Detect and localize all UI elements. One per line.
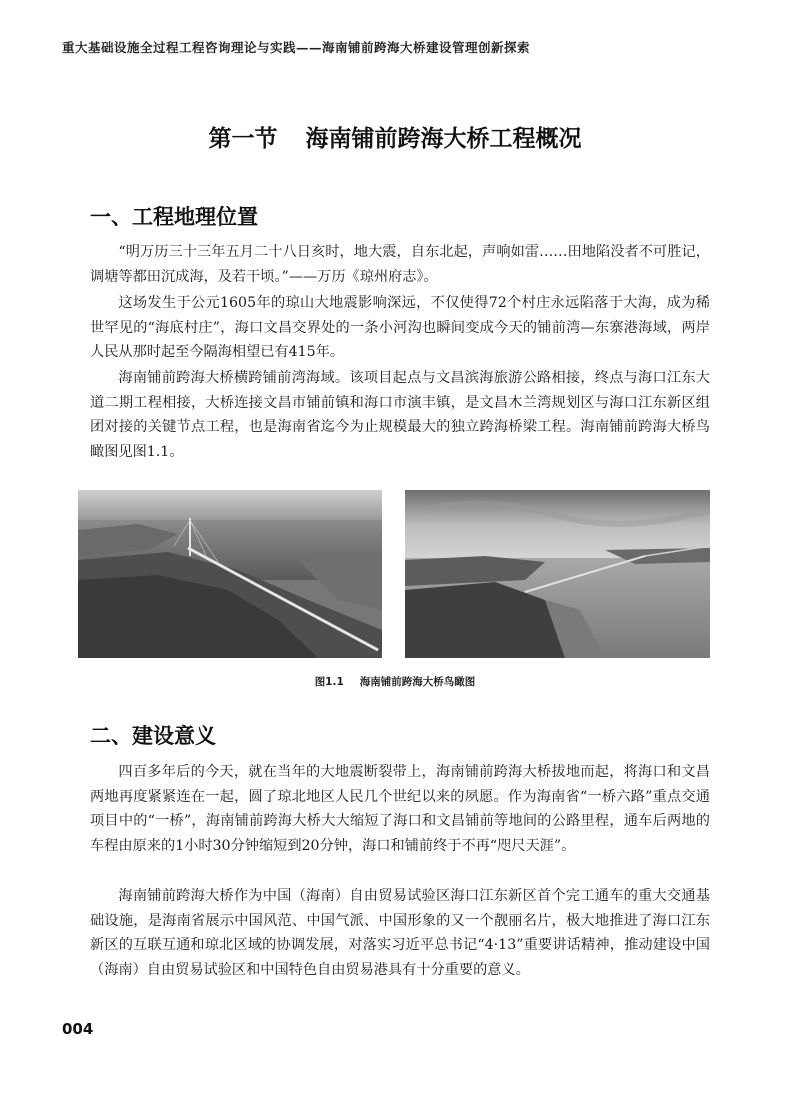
aerial-photo-right [405,490,710,658]
paragraph-quote: “明万历三十三年五月二十八日亥时，地大震，自东北起，声响如雷……田地陷没者不可胜记，调塘等都田沉成海，及若干顷。”——万历《琼州府志》。 [90,244,710,285]
aerial-photo-left [78,490,382,658]
chapter-title [0,120,790,153]
figure-caption-text: 海南铺前跨海大桥鸟瞰图 [359,676,476,688]
chapter-number: 第一节 [208,126,278,152]
section-heading-significance: 二、建设意义 [90,724,216,748]
page-number: 004 [62,1020,94,1038]
chapter-title-text: 海南铺前跨海大桥工程概况 [305,126,582,152]
section-heading-location: 一、工程地理位置 [90,205,258,229]
paragraph-bridge-overview: 海南铺前跨海大桥横跨铺前湾海域。该项目起点与文昌滨海旅游公路相接，终点与海口江东大道二期工程相接，大桥连接文昌市铺前镇和海口市演丰镇，是文昌木兰湾规划区与海口江东新区组团对接的关键节点工程，也是海南省迄今为止规模最大的独立跨海桥梁工程。海南铺前跨海大桥鸟瞰图见图1.1。 [90,370,710,460]
aerial-photo-right-image [405,490,710,658]
paragraph-significance-1: 四百多年后的今天，就在当年的大地震断裂带上，海南铺前跨海大桥拔地而起，将海口和文昌两地再度紧紧连在一起，圆了琼北地区人民几个世纪以来的夙愿。作为海南省“一桥六路”重点交通项目中的“一桥”，海南铺前跨海大桥大大缩短了海口和文昌铺前等地间的公路里程，通车后两地的车程由原来的1小时30分钟缩短到20分钟，海口和铺前终于不再“咫尺天涯”。 [90,764,710,854]
paragraph-earthquake: 这场发生于公元1605年的琼山大地震影响深远，不仅使得72个村庄永远陷落于大海，成为稀世罕见的“海底村庄”，海口文昌交界处的一条小河沟也瞬间变成今天的铺前湾—东寨港海域，两岸人民从那时起至今隔海相望已有415年。 [90,295,710,360]
aerial-photo-left-image [78,490,382,658]
figure-caption [0,674,790,689]
figure-number: 图1.1 [314,676,344,688]
running-header: 重大基础设施全过程工程咨询理论与实践——海南铺前跨海大桥建设管理创新探索 [62,40,531,55]
paragraph-significance-2: 海南铺前跨海大桥作为中国（海南）自由贸易试验区海口江东新区首个完工通车的重大交通基础设施，是海南省展示中国风范、中国气派、中国形象的又一个靓丽名片，极大地推进了海口江东新区的互联互通和琼北区域的协调发展，对落实习近平总书记“4·13”重要讲话精神，推动建设中国（海南）自由贸易试验区和中国特色自由贸易港具有十分重要的意义。 [90,888,710,978]
